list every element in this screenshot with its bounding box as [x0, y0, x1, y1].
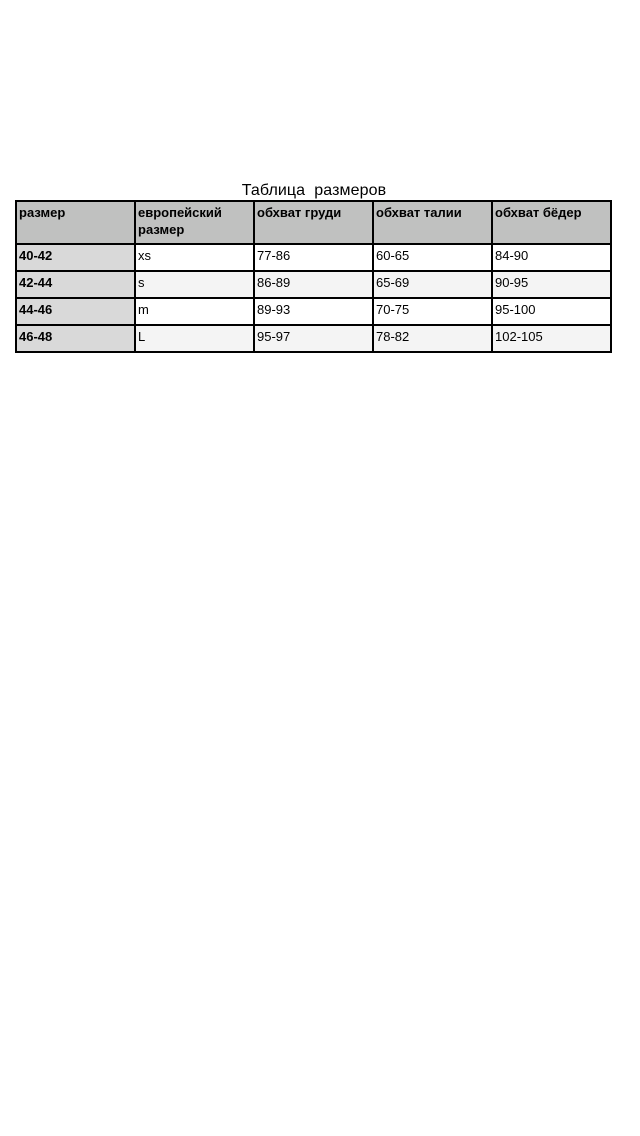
cell-chest: 77-86: [254, 244, 373, 271]
cell-european-size: m: [135, 298, 254, 325]
table-row: [16, 244, 611, 271]
cell-waist: 70-75: [373, 298, 492, 325]
header-hips: обхват бёдер: [492, 201, 611, 244]
header-size: размер: [16, 201, 135, 244]
cell-chest: 86-89: [254, 271, 373, 298]
cell-european-size: xs: [135, 244, 254, 271]
cell-hips: 90-95: [492, 271, 611, 298]
header-waist: обхват талии: [373, 201, 492, 244]
cell-european-size: s: [135, 271, 254, 298]
cell-size: 40-42: [16, 244, 135, 271]
cell-chest: 89-93: [254, 298, 373, 325]
cell-hips: 95-100: [492, 298, 611, 325]
cell-hips: 102-105: [492, 325, 611, 352]
table-header-row: [16, 201, 611, 244]
cell-waist: 65-69: [373, 271, 492, 298]
size-chart: [15, 181, 611, 353]
cell-european-size: L: [135, 325, 254, 352]
cell-size: 44-46: [16, 298, 135, 325]
cell-size: 46-48: [16, 325, 135, 352]
cell-waist: 60-65: [373, 244, 492, 271]
table-row: [16, 325, 611, 352]
cell-hips: 84-90: [492, 244, 611, 271]
table-row: [16, 271, 611, 298]
cell-waist: 78-82: [373, 325, 492, 352]
table-row: [16, 298, 611, 325]
header-european-size: европейский размер: [135, 201, 254, 244]
cell-size: 42-44: [16, 271, 135, 298]
size-table: [15, 200, 612, 353]
table-title: Таблица размеров: [241, 182, 387, 199]
header-chest: обхват груди: [254, 201, 373, 244]
cell-chest: 95-97: [254, 325, 373, 352]
